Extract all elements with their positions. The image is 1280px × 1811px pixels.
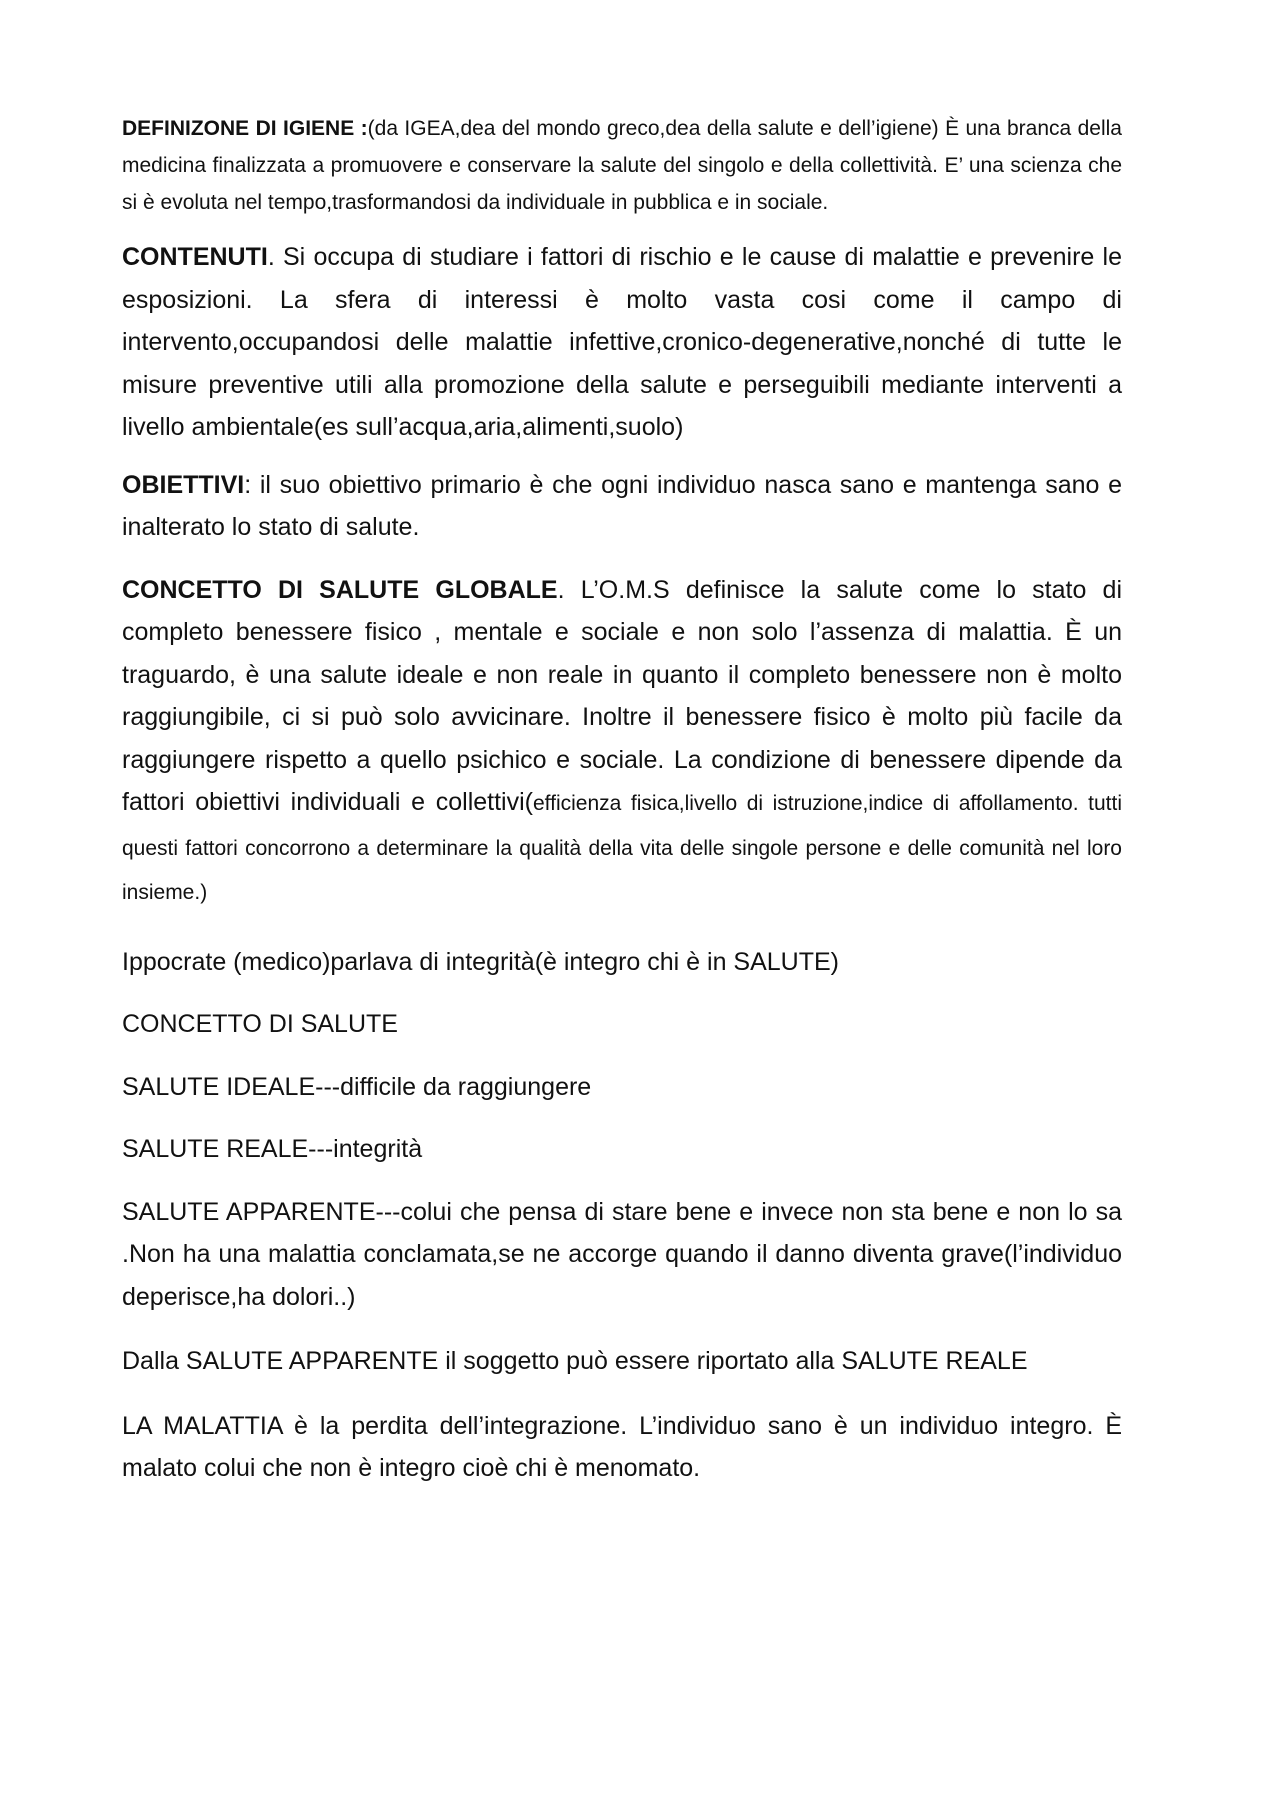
heading-definizione: DEFINIZONE DI IGIENE : bbox=[122, 117, 368, 140]
paragraph-obiettivi bbox=[122, 464, 1122, 549]
obiettivi-body: : il suo obiettivo primario è che ogni individuo nasca sano e mantenga sano e inalterato lo stato di salute. bbox=[122, 470, 1122, 541]
paragraph-concetto-salute: CONCETTO DI SALUTE bbox=[122, 1010, 398, 1038]
definizione-intro: (da IGEA,dea del mondo greco,dea della salute e dell’igiene) bbox=[367, 117, 939, 140]
contenuti-body: . Si occupa di studiare i fattori di rischio e le cause di malattie e prevenire le esposizioni. La sfera di interessi è molto vasta cosi come il campo di intervento,occupandosi delle malattie infettive,cronico-degenerative,nonché di tutte le misure preventive utili alla promozione della salute e perseguibili mediante interventi a livello ambientale(es sull’acqua,aria,alimenti,suolo) bbox=[122, 243, 1122, 441]
document-body bbox=[122, 110, 1122, 1490]
paragraph-definizione bbox=[122, 110, 1122, 221]
heading-contenuti: CONTENUTI bbox=[122, 243, 268, 271]
paragraph-salute-apparente: SALUTE APPARENTE---colui che pensa di stare bene e invece non sta bene e non lo sa .Non ha una malattia conclamata,se ne accorge quando il danno diventa grave(l’individuo deperisce,ha dolori..) bbox=[122, 1197, 1122, 1311]
paragraph-contenuti bbox=[122, 236, 1122, 449]
heading-obiettivi: OBIETTIVI bbox=[122, 470, 245, 499]
heading-salute-globale: CONCETTO DI SALUTE GLOBALE bbox=[122, 575, 558, 604]
paragraph-dalla-salute: Dalla SALUTE APPARENTE il soggetto può essere riportato alla SALUTE REALE bbox=[122, 1347, 1028, 1375]
paragraph-salute-reale: SALUTE REALE---integrità bbox=[122, 1135, 423, 1163]
paragraph-ippocrate: Ippocrate (medico)parlava di integrità(è integro chi è in SALUTE) bbox=[122, 947, 840, 976]
paragraph-salute-globale bbox=[122, 569, 1122, 915]
salute-globale-small-tail: efficienza fisica,livello di istruzione,indice di affollamento. tutti questi fattori concorrono a determinare la qualità della vita delle singole persone e delle comunità nel loro insieme.) bbox=[122, 792, 1122, 904]
paragraph-salute-ideale: SALUTE IDEALE---difficile da raggiungere bbox=[122, 1072, 592, 1101]
definizione-body: È una branca della medicina finalizzata a promuovere e conservare la salute del singolo e della collettività. E’ una scienza che si è evoluta nel tempo,trasformandosi da individuale in pubblica e in sociale. bbox=[122, 117, 1122, 214]
paragraph-malattia: LA MALATTIA è la perdita dell’integrazione. L’individuo sano è un individuo integro. È malato colui che non è integro cioè chi è menomato. bbox=[122, 1411, 1122, 1482]
salute-globale-body: . L’O.M.S definisce la salute come lo stato di completo benessere fisico , mentale e sociale e non solo l’assenza di malattia. È un traguardo, è una salute ideale e non reale in quanto il completo benessere non è molto raggiungibile, ci si può solo avvicinare. Inoltre il benessere fisico è molto più facile da raggiungere rispetto a quello psichico e sociale. La condizione di benessere dipende da fattori obiettivi individuali e collettivi( bbox=[122, 575, 1123, 816]
